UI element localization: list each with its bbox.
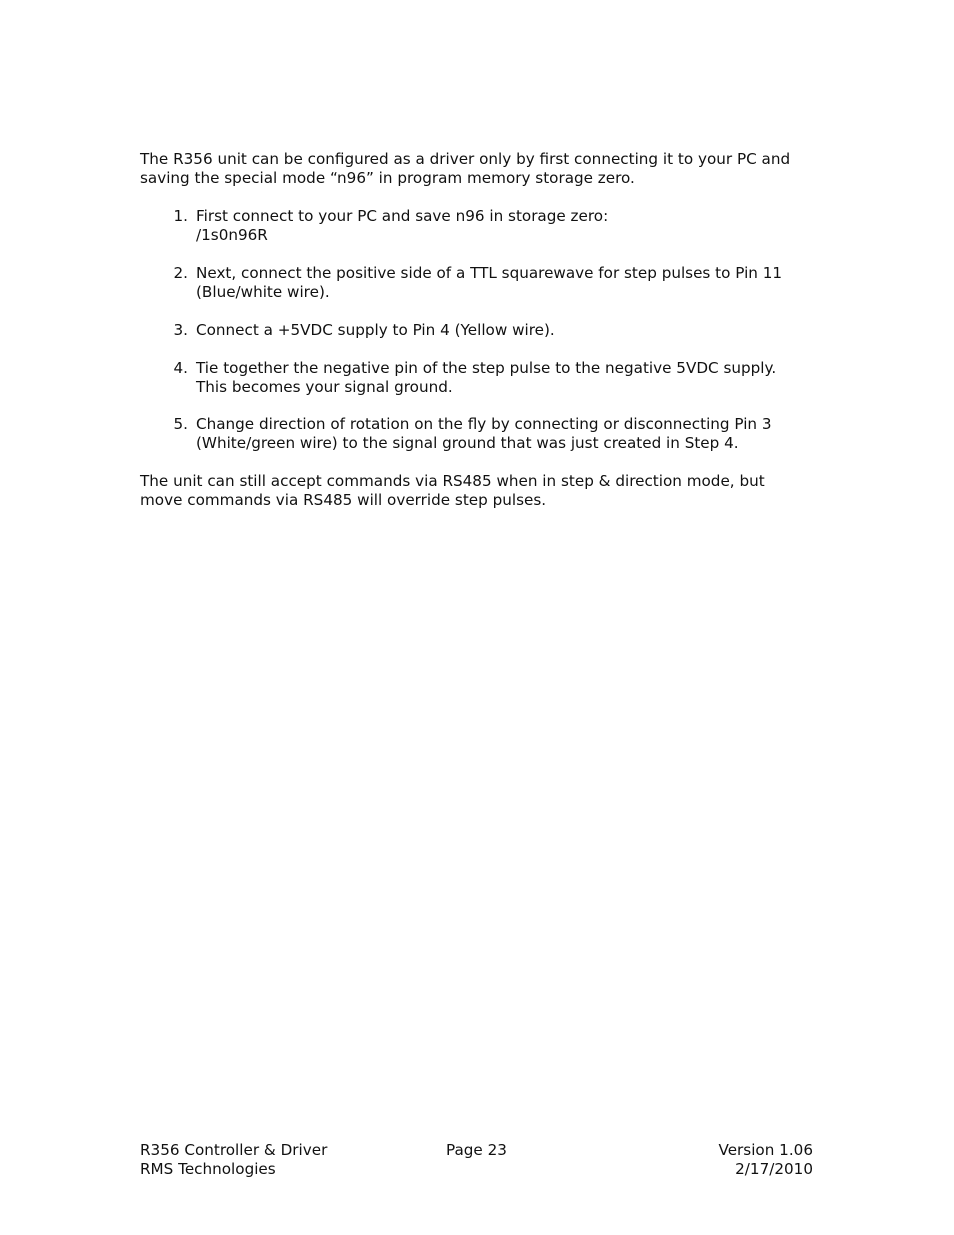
intro-paragraph <box>140 150 830 188</box>
list-item-text: First connect to your PC and save n96 in storage zero: <box>196 207 609 225</box>
footer-company: RMS Technologies <box>140 1160 276 1178</box>
closing-paragraph <box>140 472 830 510</box>
list-item-number: 5. <box>173 415 188 433</box>
list-item-text: Connect a +5VDC supply to Pin 4 (Yellow wire). <box>196 321 555 339</box>
footer-version: Version 1.06 <box>718 1141 813 1159</box>
list-item-text: Change direction of rotation on the fly by connecting or disconnecting Pin 3 <box>196 415 772 433</box>
footer-page-number: Page 23 <box>446 1141 507 1159</box>
footer-product: R356 Controller & Driver <box>140 1141 328 1159</box>
list-item-number: 4. <box>173 359 188 377</box>
footer-center <box>446 1141 507 1160</box>
closing-line-2: move commands via RS485 will override step pulses. <box>140 491 547 509</box>
list-item-number: 1. <box>173 207 188 225</box>
footer-right <box>719 1141 814 1179</box>
footer-date: 2/17/2010 <box>735 1160 813 1178</box>
list-item-number: 3. <box>173 321 188 339</box>
list-item-text: Tie together the negative pin of the step pulse to the negative 5VDC supply. <box>196 359 777 377</box>
intro-line-2: saving the special mode “n96” in program memory storage zero. <box>140 169 635 187</box>
closing-line-1: The unit can still accept commands via RS485 when in step & direction mode, but <box>140 472 765 490</box>
list-item-text: (Blue/white wire). <box>196 283 330 301</box>
footer-left <box>140 1141 327 1179</box>
list-item-text: (White/green wire) to the signal ground that was just created in Step 4. <box>196 434 739 452</box>
list-item-number: 2. <box>173 264 188 282</box>
command-code: /1s0n96R <box>196 226 268 244</box>
list-item-text: This becomes your signal ground. <box>196 378 453 396</box>
intro-line-1: The R356 unit can be configured as a driver only by first connecting it to your PC and <box>140 150 791 168</box>
list-item-text: Next, connect the positive side of a TTL squarewave for step pulses to Pin 11 <box>196 264 783 282</box>
